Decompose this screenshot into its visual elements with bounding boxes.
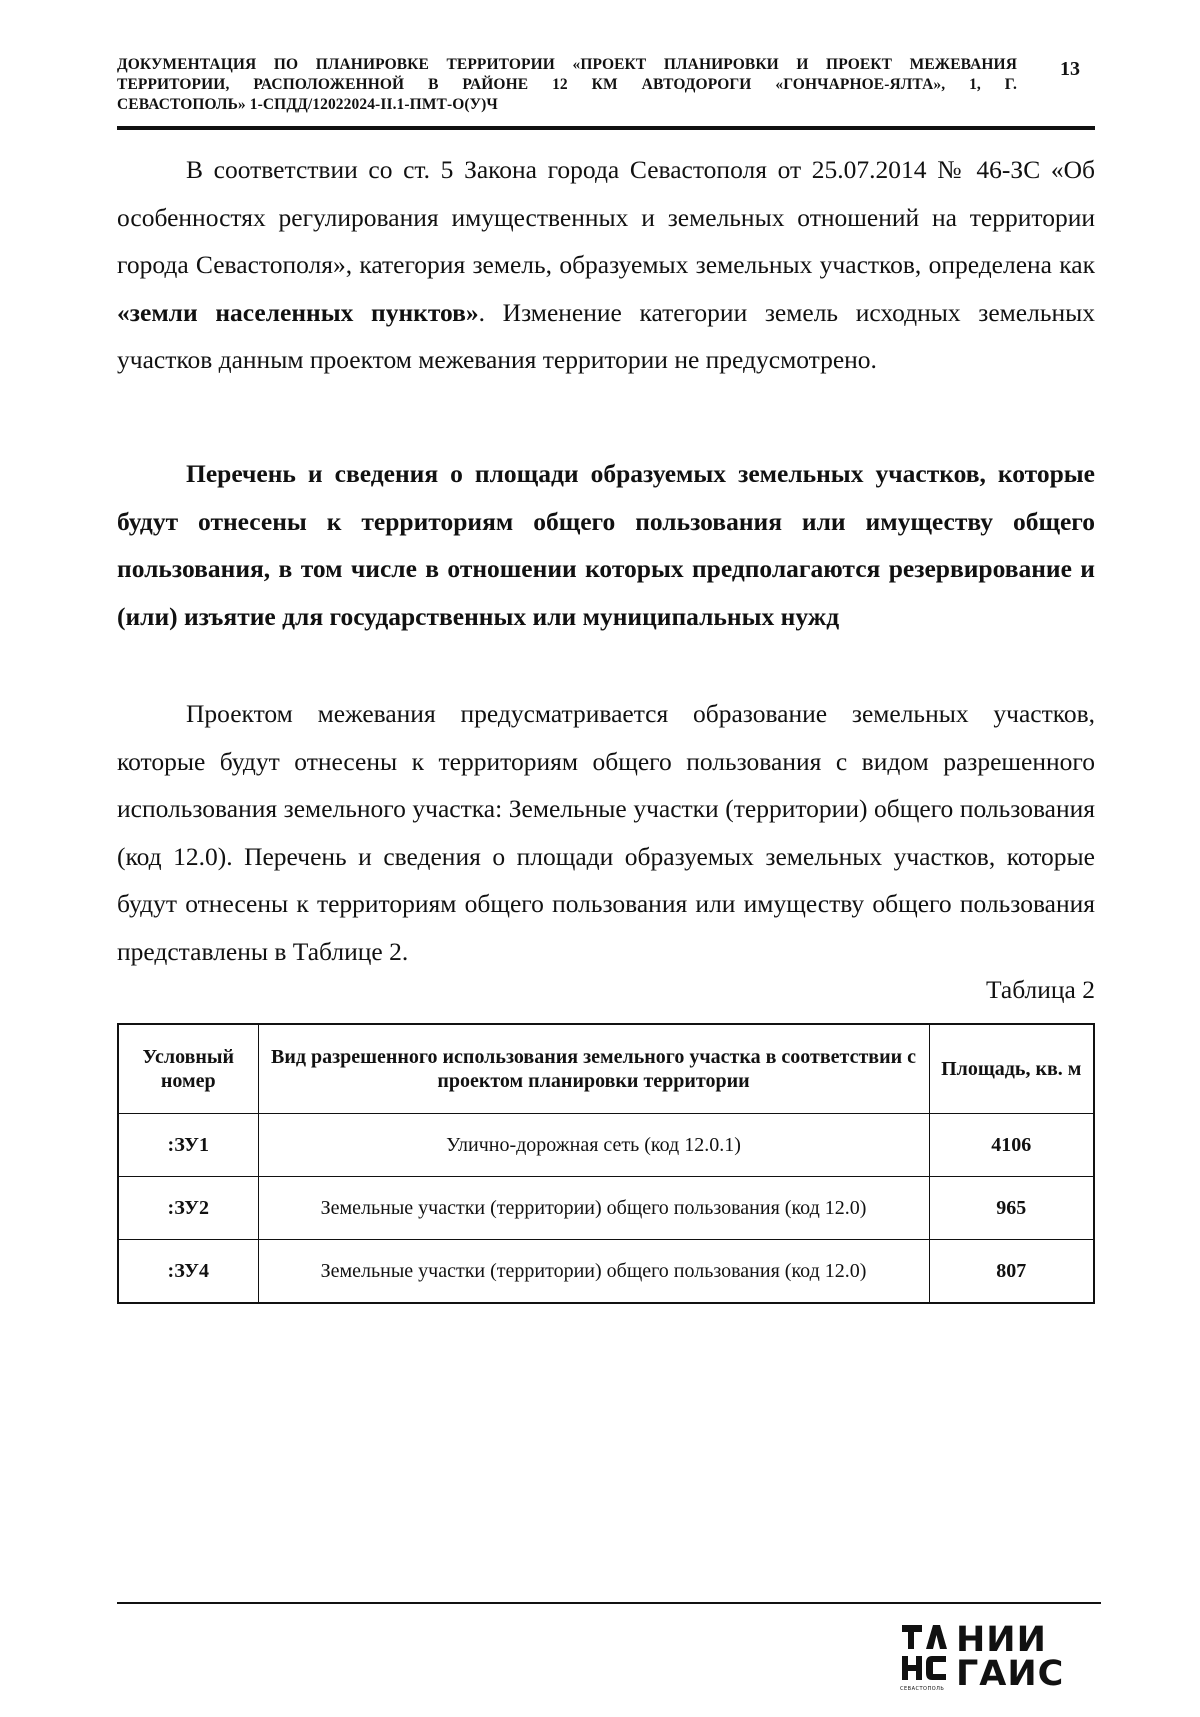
- cell-use: Земельные участки (территории) общего пользования (код 12.0): [258, 1240, 929, 1304]
- header-divider: [117, 126, 1095, 130]
- cell-use: Земельные участки (территории) общего пользования (код 12.0): [258, 1177, 929, 1240]
- header-number: Условный номер: [118, 1024, 258, 1114]
- company-logo: [900, 1620, 1100, 1694]
- cell-area: 807: [929, 1240, 1094, 1304]
- paragraph-bold-term: «земли населенных пунктов»: [117, 297, 479, 327]
- paragraph-text: В соответствии со ст. 5 Закона города Севастополя от 25.07.2014 № 46-ЗС «Об особенностях регулирования имущественных и земельных отношений на территории города Севастополя», категория земель, образуемых земельных участков, определена как: [117, 155, 1095, 279]
- table-row: [118, 1114, 1094, 1177]
- cell-area: 965: [929, 1177, 1094, 1240]
- land-plots-table: [117, 1023, 1095, 1304]
- cell-number: :ЗУ4: [118, 1240, 258, 1304]
- page-header: [117, 55, 1017, 115]
- header-line-1: ДОКУМЕНТАЦИЯ ПО ПЛАНИРОВКЕ ТЕРРИТОРИИ «ПРОЕКТ ПЛАНИРОВКИ И ПРОЕКТ МЕЖЕВАНИЯ: [117, 56, 1017, 73]
- header-line-3: СЕВАСТОПОЛЬ» 1-СПДД/12022024-II.1-ПМТ-О(У)Ч: [117, 96, 498, 113]
- table-header-row: [118, 1024, 1094, 1114]
- paragraph-plots-description: Проектом межевания предусматривается образование земельных участков, которые будут отнесены к территориям общего пользования с видом разрешенного использования земельного участка: Земельные участки (территории) общего пользования (код 12.0). Перечень и сведения о площади образуемых земельных участков, которые будут отнесены к территориям общего пользования или имуществу общего пользования представлены в Таблице 2.: [117, 699, 1095, 966]
- logo-subtitle: СЕВАСТОПОЛЬ: [900, 1686, 945, 1692]
- header-use: Вид разрешенного использования земельного участка в соответствии с проектом планировки территории: [258, 1024, 929, 1114]
- table-row: [118, 1240, 1094, 1304]
- cell-number: :ЗУ2: [118, 1177, 258, 1240]
- section-heading: Перечень и сведения о площади образуемых земельных участков, которые будут отнесены к территориям общего пользования или имуществу общего пользования, в том числе в отношении которых предполагаются резервирование и (или) изъятие для государственных или муниципальных нужд: [117, 459, 1095, 631]
- table-caption: Таблица 2: [985, 975, 1095, 1004]
- logo-text-bottom: ГАИС: [956, 1654, 1065, 1694]
- cell-area: 4106: [929, 1114, 1094, 1177]
- page-number: 13: [1060, 58, 1080, 80]
- footer-divider: [117, 1602, 1101, 1604]
- cell-use: Улично-дорожная сеть (код 12.0.1): [258, 1114, 929, 1177]
- header-line-2: ТЕРРИТОРИИ, РАСПОЛОЖЕННОЙ В РАЙОНЕ 12 КМ АВТОДОРОГИ «ГОНЧАРНОЕ-ЯЛТА», 1, Г.: [117, 76, 1017, 93]
- paragraph-text-end: . Изменение категории земель исходных земельных участков данным проектом межевания территории не предусмотрено.: [117, 297, 1095, 374]
- table-row: [118, 1177, 1094, 1240]
- paragraph-land-category: [117, 146, 1095, 384]
- cell-number: :ЗУ1: [118, 1114, 258, 1177]
- logo-mark-icon: [900, 1623, 950, 1685]
- header-area: Площадь, кв. м: [929, 1024, 1094, 1114]
- logo-text-top: НИИ: [956, 1620, 1047, 1660]
